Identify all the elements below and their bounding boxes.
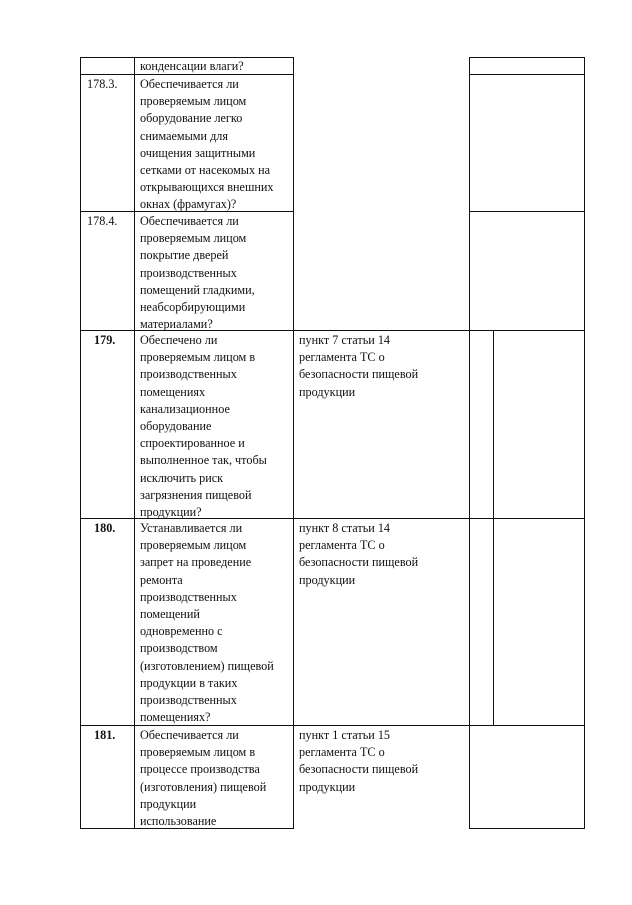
right-table-border-right — [584, 57, 585, 829]
table-row-question: конденсации влаги? — [140, 59, 244, 73]
table-row-number: 178.3. — [87, 77, 118, 91]
table-col-divider — [134, 57, 135, 829]
table-row-question: Обеспечено ли проверяемым лицом в производственных помещениях канализационное оборудование спроектированное и выполненное так, чтобы исключить риск загрязнения пищевой продукции? — [140, 333, 267, 520]
right-table-row-divider — [469, 74, 585, 75]
table-row-number: 181. — [94, 728, 116, 742]
table-col-divider — [293, 57, 294, 829]
table-row-question: Обеспечивается ли проверяемым лицом покрытие дверей производственных помещений гладкими, неабсорбирующими материалами? — [140, 214, 255, 332]
right-table-border-left — [469, 57, 470, 829]
right-table-row-divider — [469, 725, 585, 726]
right-table-border-top — [469, 57, 585, 58]
right-table-row-divider — [469, 211, 585, 212]
right-table-row-divider — [469, 330, 585, 331]
table-row-question: Обеспечивается ли проверяемым лицом в процессе производства (изготовления) пищевой продукции использование — [140, 728, 267, 829]
table-row-reference: пункт 8 статьи 14 регламента ТС о безопасности пищевой продукции — [299, 521, 419, 587]
table-row-number: 179. — [94, 333, 116, 347]
table-row-number: 180. — [94, 521, 116, 535]
table-border-left — [80, 57, 81, 829]
table-row-question: Обеспечивается ли проверяемым лицом оборудование легко снимаемыми для очищения защитными сетками от насекомых на открывающихся внешних окнах (фрамугах)? — [140, 77, 274, 212]
table-row-number: 178.4. — [87, 214, 118, 228]
table-row-reference: пункт 7 статьи 14 регламента ТС о безопасности пищевой продукции — [299, 333, 419, 399]
table-col-divider — [493, 330, 494, 726]
right-table-border-bottom — [469, 828, 585, 829]
table-row-question: Устанавливается ли проверяемым лицом запрет на проведение ремонта производственных помещений одновременно с производством (изготовлением) пищевой продукции в таких производственных помещениях? — [140, 521, 274, 725]
table-row-reference: пункт 1 статьи 15 регламента ТС о безопасности пищевой продукции — [299, 728, 419, 794]
right-table-row-divider — [469, 518, 585, 519]
